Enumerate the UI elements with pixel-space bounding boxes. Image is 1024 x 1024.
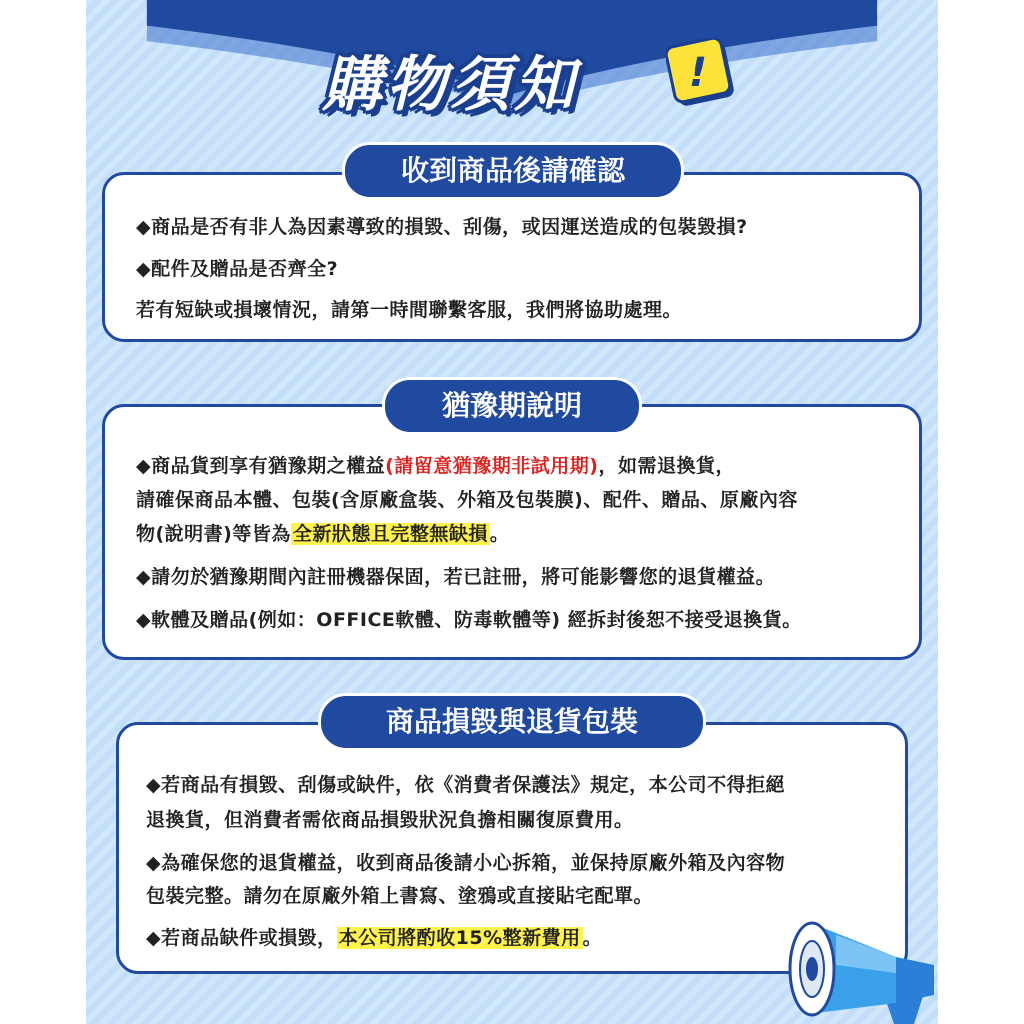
- confirm-heading: 收到商品後請確認: [342, 142, 684, 200]
- damage-line-5: [146, 925, 602, 951]
- damage-line-1: ◆若商品有損毀、刮傷或缺件，依《消費者保護法》規定，本公司不得拒絕: [146, 774, 786, 796]
- cooling-off-line-2: 請確保商品本體、包裝(含原廠盒裝、外箱及包裝膜)、配件、贈品、原廠內容: [136, 489, 798, 511]
- damage-return-heading: 商品損毀與退貨包裝: [318, 693, 706, 751]
- cooling-off-line-1: [136, 453, 735, 479]
- notice-page: [86, 0, 938, 1024]
- cooling-off-line-3: [136, 521, 509, 547]
- confirm-line-1: ◆商品是否有非人為因素導致的損毀、刮傷，或因運送造成的包裝毀損?: [136, 216, 748, 238]
- damage-line-5-a: ◆若商品缺件或損毀，: [146, 927, 337, 949]
- damage-line-5-c: 。: [582, 927, 603, 949]
- cooling-off-heading: 猶豫期說明: [382, 377, 642, 435]
- cooling-off-line-3-a: 物(說明書)等皆為: [136, 523, 291, 545]
- cooling-off-highlight: 全新狀態且完整無缺損: [292, 523, 488, 545]
- damage-fee-highlight: 本公司將酌收15%整新費用: [338, 927, 581, 949]
- cooling-off-line-5: ◆軟體及贈品(例如：OFFICE軟體、防毒軟體等) 經拆封後恕不接受退換貨。: [136, 609, 802, 631]
- cooling-off-line-1-a: ◆商品貨到享有猶豫期之權益: [136, 455, 386, 477]
- title-area: [86, 20, 938, 130]
- cooling-off-line-4: ◆請勿於猶豫期間內註冊機器保固，若已註冊，將可能影響您的退貨權益。: [136, 566, 776, 588]
- badge-text: !: [688, 50, 708, 96]
- cooling-off-line-1-c: ，如需退換貨，: [598, 455, 736, 477]
- cooling-off-line-3-c: 。: [489, 523, 510, 545]
- damage-line-2: 退換貨，但消費者需依商品損毀狀況負擔相關復原費用。: [146, 809, 634, 831]
- confirm-line-3: 若有短缺或損壞情況，請第一時間聯繫客服，我們將協助處理。: [136, 299, 683, 321]
- cooling-off-warning: (請留意猶豫期非試用期): [385, 455, 599, 477]
- confirm-line-2: ◆配件及贈品是否齊全?: [136, 258, 339, 280]
- page-title: 購物須知: [322, 50, 578, 120]
- damage-line-4: 包裝完整。請勿在原廠外箱上書寫、塗鴉或直接貼宅配單。: [146, 885, 654, 907]
- exclamation-icon: [666, 38, 738, 110]
- megaphone-icon: [776, 895, 938, 1024]
- damage-line-3: ◆為確保您的退貨權益，收到商品後請小心拆箱，並保持原廠外箱及內容物: [146, 852, 786, 874]
